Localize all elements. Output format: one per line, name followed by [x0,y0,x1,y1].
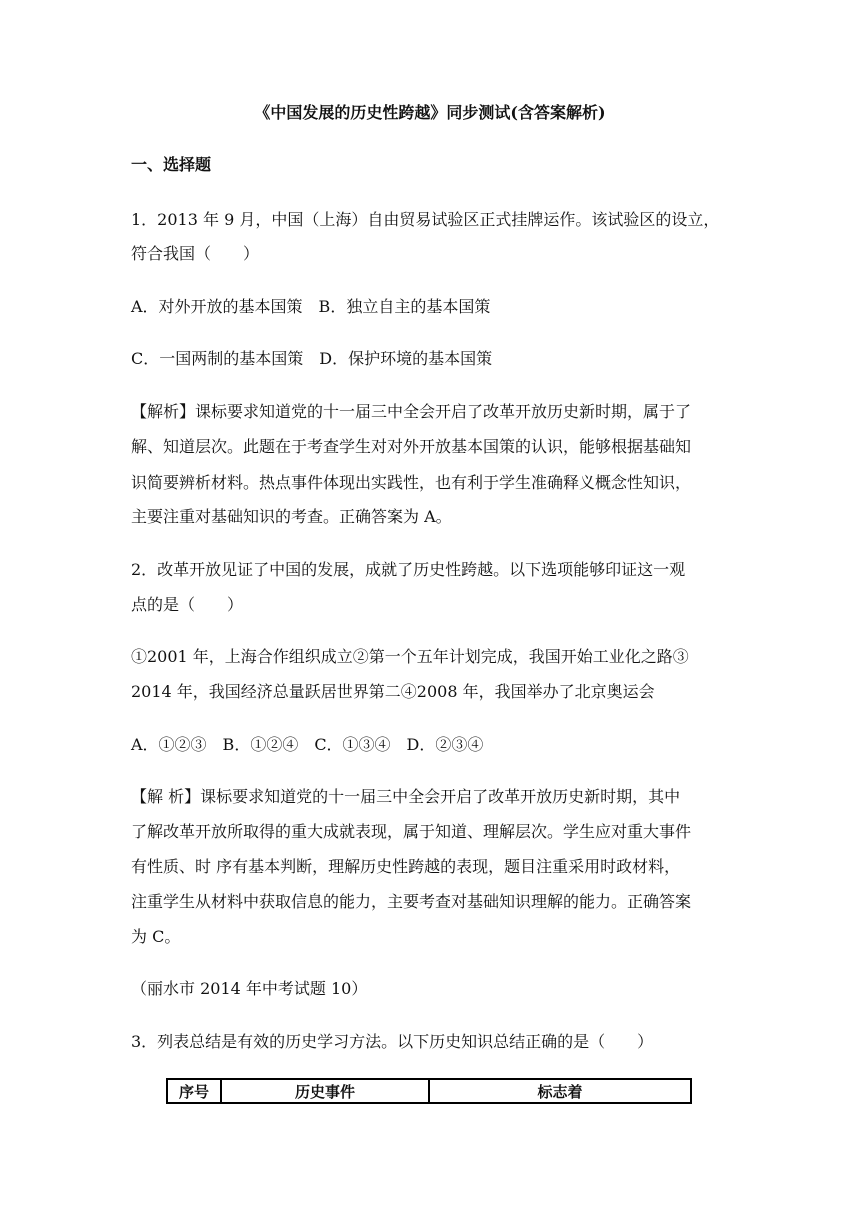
q2-analysis-line-4: 注重学生从材料中获取信息的能力，主要考查对基础知识理解的能力。正确答案 [131,892,692,911]
q1-analysis-line-3: 识简要辨析材料。热点事件体现出实践性，也有利于学生准确释义概念性知识， [131,473,692,492]
q1-analysis-line-1: 【解析】课标要求知道党的十一届三中全会开启了改革开放历史新时期，属于了 [131,402,692,421]
q2-stem-line-2: 点的是（ ） [131,595,244,614]
q2-analysis-line-5: 为 C。 [131,927,181,946]
document-title: 《中国发展的历史性跨越》同步测试(含答案解析) [254,103,606,122]
q1-options-line-1: A．对外开放的基本国策 B．独立自主的基本国策 [131,297,491,316]
q1-stem-line-1: 1．2013 年 9 月，中国（上海）自由贸易试验区正式挂牌运作。该试验区的设立， [131,210,720,229]
source-note: （丽水市 2014 年中考试题 10） [131,979,368,998]
q1-analysis-line-4: 主要注重对基础知识的考查。正确答案为 A。 [131,507,452,526]
q1-stem-line-2: 符合我国（ ） [131,244,260,263]
q2-material-line-2: 2014 年，我国经济总量跃居世界第二④2008 年，我国举办了北京奥运会 [131,682,655,701]
q2-options: A．①②③ B．①②④ C．①③④ D．②③④ [131,735,484,754]
table-header-index: 序号 [167,1079,221,1103]
table-header-row [167,1079,691,1103]
q2-analysis-line-2: 了解改革开放所取得的重大成就表现，属于知道、理解层次。学生应对重大事件 [131,822,692,841]
section-heading: 一、选择题 [131,155,212,174]
history-summary-table [166,1078,692,1104]
q2-analysis-line-1: 【解 析】课标要求知道党的十一届三中全会开启了改革开放历史新时期，其中 [131,787,681,806]
q1-analysis-line-2: 解、知道层次。此题在于考查学生对对外开放基本国策的认识，能够根据基础知 [131,437,692,456]
table-header-event: 历史事件 [221,1079,429,1103]
q1-options-line-2: C．一国两制的基本国策 D．保护环境的基本国策 [131,349,493,368]
q2-stem-line-1: 2．改革开放见证了中国的发展，成就了历史性跨越。以下选项能够印证这一观 [131,560,686,579]
q2-analysis-line-3: 有性质、时 序有基本判断，理解历史性跨越的表现，题目注重采用时政材料， [131,857,681,876]
q2-material-line-1: ①2001 年，上海合作组织成立②第一个五年计划完成，我国开始工业化之路③ [131,647,689,666]
q3-stem: 3．列表总结是有效的历史学习方法。以下历史知识总结正确的是（ ） [131,1032,654,1051]
table-header-significance: 标志着 [429,1079,691,1103]
